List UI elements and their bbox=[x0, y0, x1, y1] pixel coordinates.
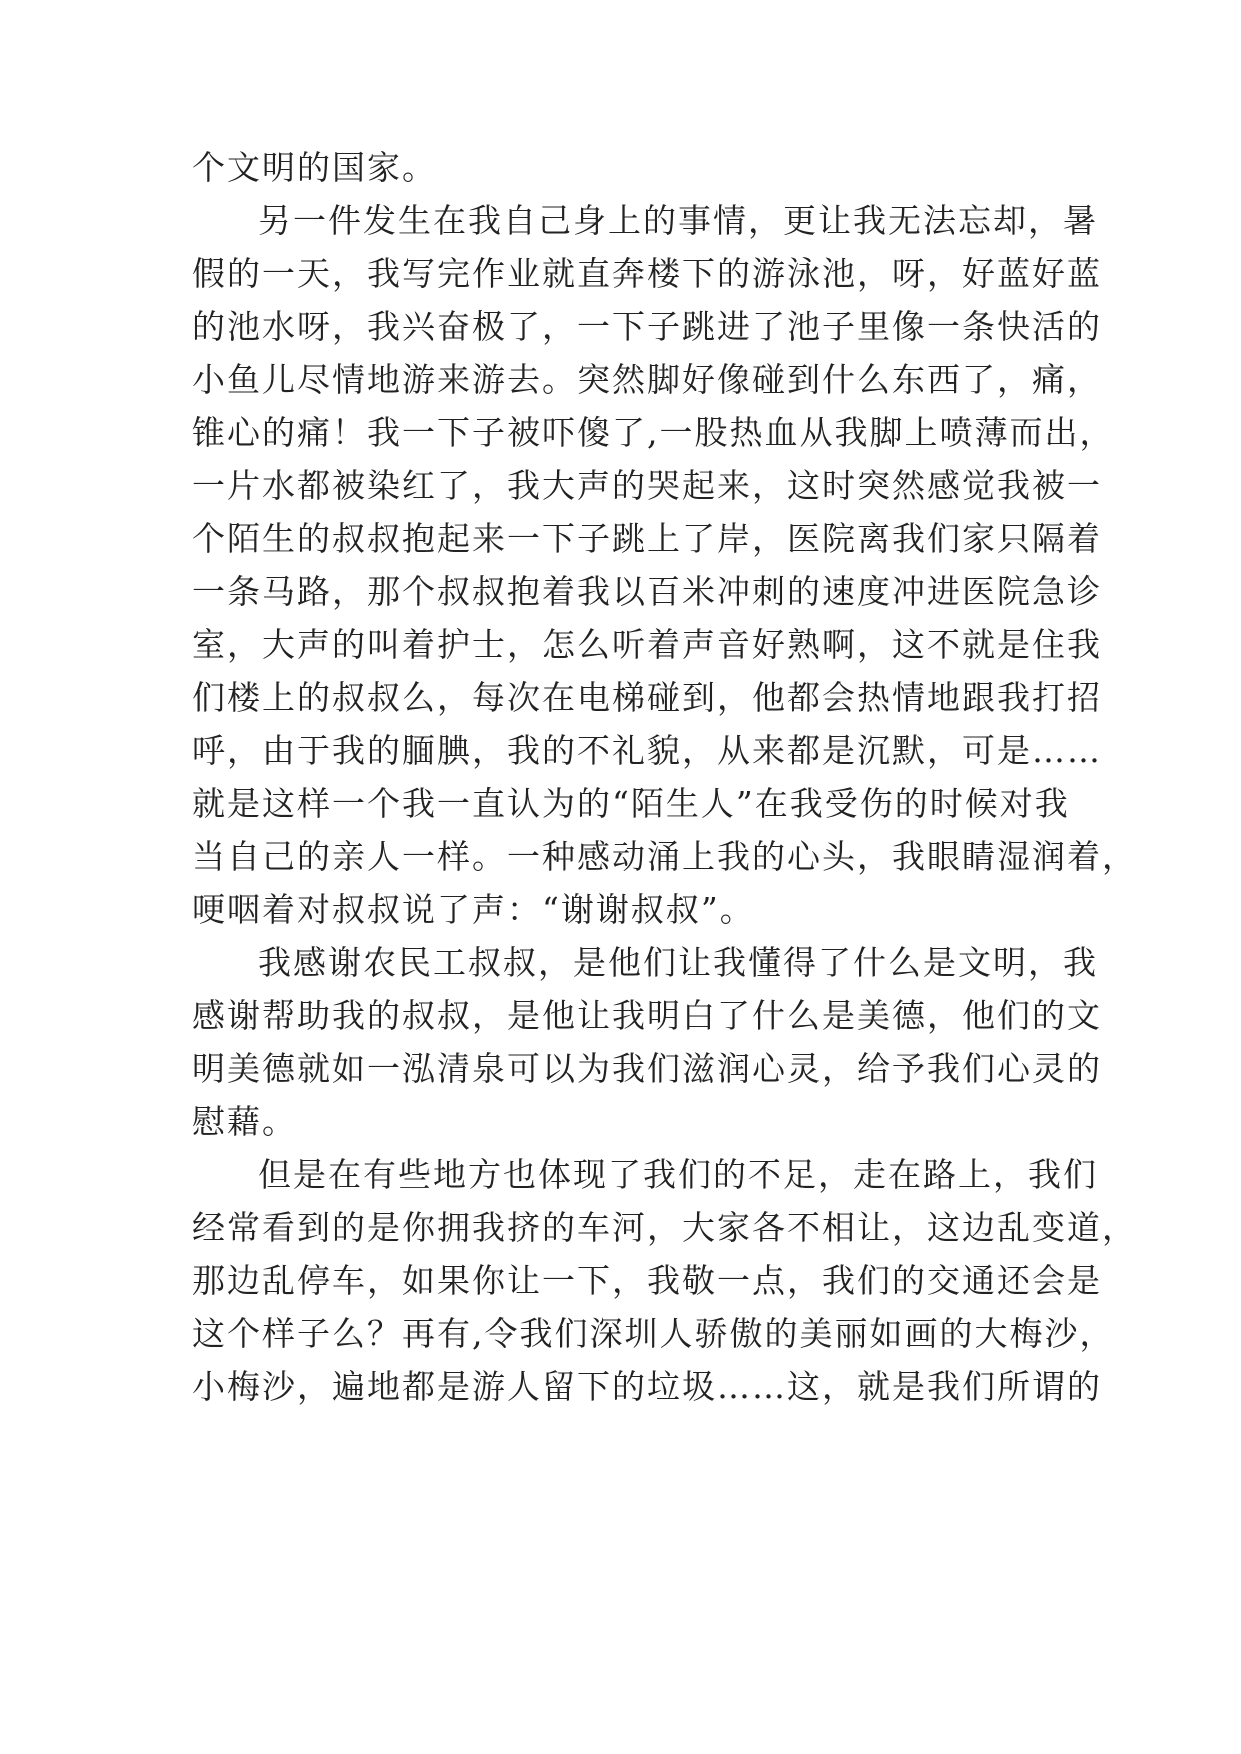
text-line: 明美德就如一泓清泉可以为我们滋润心灵，给予我们心灵的 bbox=[192, 1049, 1102, 1088]
text-line: 感谢帮助我的叔叔，是他让我明白了什么是美德，他们的文 bbox=[192, 996, 1102, 1035]
text-line: 锥心的痛！我一下子被吓傻了,一股热血从我脚上喷薄而出， bbox=[192, 413, 1115, 452]
text-line: 一片水都被染红了，我大声的哭起来，这时突然感觉我被一 bbox=[192, 466, 1102, 505]
paragraph-start-line: 但是在有些地方也体现了我们的不足，走在路上，我们 bbox=[258, 1155, 1098, 1194]
paragraph-start-line: 我感谢农民工叔叔，是他们让我懂得了什么是文明，我 bbox=[258, 943, 1098, 982]
text-line: 的池水呀，我兴奋极了，一下子跳进了池子里像一条快活的 bbox=[192, 307, 1102, 346]
text-line: 就是这样一个我一直认为的“陌生人”在我受伤的时候对我 bbox=[192, 784, 1070, 823]
text-line: 经常看到的是你拥我挤的车河，大家各不相让，这边乱变道， bbox=[192, 1208, 1137, 1247]
paragraph-start-line: 另一件发生在我自己身上的事情，更让我无法忘却，暑 bbox=[258, 201, 1098, 240]
text-line: 们楼上的叔叔么，每次在电梯碰到，他都会热情地跟我打招 bbox=[192, 678, 1102, 717]
text-line: 小梅沙，遍地都是游人留下的垃圾……这，就是我们所谓的 bbox=[192, 1367, 1102, 1406]
text-line: 当自己的亲人一样。一种感动涌上我的心头，我眼睛湿润着， bbox=[192, 837, 1137, 876]
text-line: 这个样子么？再有,令我们深圳人骄傲的美丽如画的大梅沙， bbox=[192, 1314, 1115, 1353]
text-line: 哽咽着对叔叔说了声：“谢谢叔叔”。 bbox=[192, 890, 755, 929]
text-line: 呼，由于我的腼腆，我的不礼貌，从来都是沉默，可是…… bbox=[192, 731, 1102, 770]
text-line: 一条马路，那个叔叔抱着我以百米冲刺的速度冲进医院急诊 bbox=[192, 572, 1102, 611]
text-line: 那边乱停车，如果你让一下，我敬一点，我们的交通还会是 bbox=[192, 1261, 1102, 1300]
text-line: 个文明的国家。 bbox=[192, 148, 437, 187]
text-line: 室，大声的叫着护士，怎么听着声音好熟啊，这不就是住我 bbox=[192, 625, 1102, 664]
text-line: 假的一天，我写完作业就直奔楼下的游泳池，呀，好蓝好蓝 bbox=[192, 254, 1102, 293]
text-line: 个陌生的叔叔抱起来一下子跳上了岸，医院离我们家只隔着 bbox=[192, 519, 1102, 558]
text-line: 慰藉。 bbox=[192, 1102, 297, 1141]
text-line: 小鱼儿尽情地游来游去。突然脚好像碰到什么东西了，痛， bbox=[192, 360, 1102, 399]
